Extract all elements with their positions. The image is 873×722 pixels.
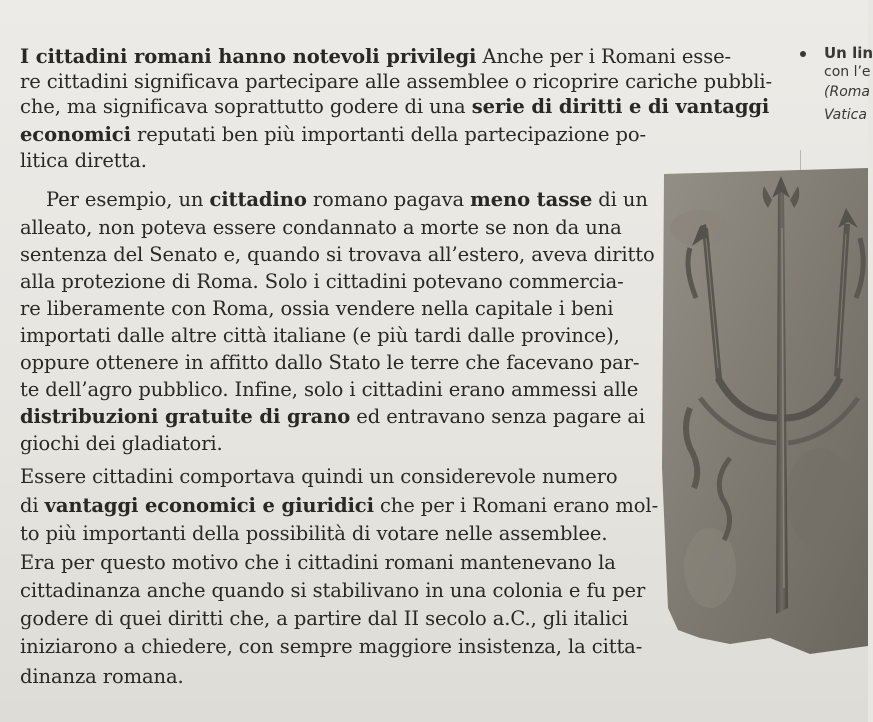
text-line	[20, 464, 618, 490]
bold-span: meno tasse	[470, 188, 593, 211]
text-line	[20, 664, 184, 690]
text-span: to più importanti della possibilità di votare nelle assemblee.	[20, 522, 608, 545]
stone-relief-image	[660, 168, 868, 660]
text-line	[20, 323, 620, 349]
text-span: Per esempio, un	[46, 188, 210, 211]
text-span: romano pagava	[306, 188, 471, 211]
bullet-dot-icon	[800, 51, 806, 57]
text-span: alla protezione di Roma. Solo i cittadini potevano commercia-	[20, 270, 624, 293]
text-line	[20, 350, 639, 376]
text-line	[20, 296, 613, 322]
caption-line: Un lin	[824, 44, 873, 62]
text-span: alleato, non poteva essere condannato a morte se non da una	[20, 216, 622, 239]
text-span: litica diretta.	[20, 149, 147, 172]
text-span: ed entravano senza pagare ai	[350, 405, 646, 428]
text-span: cittadinanza anche quando si stabilivano in una colonia e fu per	[20, 579, 646, 602]
bold-span: vantaggi economici e giuridici	[44, 494, 374, 517]
bold-span: serie di diritti e di vantaggi	[471, 95, 770, 118]
text-span: sentenza del Senato e, quando si trovava all’estero, aveva diritto	[20, 243, 655, 266]
sidebar-caption	[800, 44, 873, 154]
text-span: giochi dei gladiatori.	[20, 432, 223, 455]
text-line	[20, 215, 622, 241]
text-span: oppure ottenere in affitto dallo Stato le terre che facevano par-	[20, 351, 640, 374]
text-line	[20, 578, 645, 604]
caption-line: (Roma	[824, 84, 870, 100]
text-line	[20, 269, 624, 295]
stone-relief-photo	[660, 168, 868, 660]
text-line	[20, 122, 646, 148]
text-span: re cittadini significava partecipare alle assemblee o ricoprire cariche pubbli-	[20, 70, 772, 93]
text-line	[20, 148, 147, 174]
text-span: di	[20, 494, 45, 517]
text-span: di un	[592, 188, 648, 211]
text-span: dinanza romana.	[20, 665, 184, 688]
text-span: Era per questo motivo che i cittadini romani mantenevano la	[20, 551, 616, 574]
text-line	[20, 606, 628, 632]
text-line	[20, 377, 638, 403]
text-span: Essere cittadini comportava quindi un considerevole numero	[20, 465, 618, 488]
text-line	[20, 521, 607, 547]
text-line	[20, 242, 655, 268]
text-line	[20, 94, 769, 120]
caption-line: Vatica	[824, 107, 867, 123]
heading-bold: I cittadini romani hanno notevoli privilegi	[20, 45, 477, 68]
caption-line: con l’e	[824, 64, 871, 80]
text-line	[46, 187, 648, 213]
text-line	[20, 493, 658, 519]
bold-span: economici	[20, 123, 131, 146]
text-span: te dell’agro pubblico. Infine, solo i cittadini erano ammessi alle	[20, 378, 639, 401]
bold-span: distribuzioni gratuite di grano	[20, 405, 351, 428]
text-span: re liberamente con Roma, ossia vendere nella capitale i beni	[20, 297, 614, 320]
text-span: Anche per i Romani esse-	[476, 45, 732, 68]
text-line	[20, 404, 645, 430]
bold-span: cittadino	[209, 188, 307, 211]
text-line	[20, 550, 616, 576]
text-line	[20, 431, 223, 457]
text-span: iniziarono a chiedere, con sempre maggiore insistenza, la citta-	[20, 635, 643, 658]
text-line	[20, 44, 731, 70]
text-span: importati dalle altre città italiane (e più tardi dalle province),	[20, 324, 620, 347]
text-span: reputati ben più importanti della partecipazione po-	[130, 123, 647, 146]
text-span: che, ma significava soprattutto godere di una	[20, 95, 472, 118]
text-span: godere di quei diritti che, a partire dal II secolo a.C., gli italici	[20, 607, 629, 630]
text-line	[20, 634, 642, 660]
text-span: che per i Romani erano mol-	[373, 494, 659, 517]
text-line	[20, 69, 772, 95]
